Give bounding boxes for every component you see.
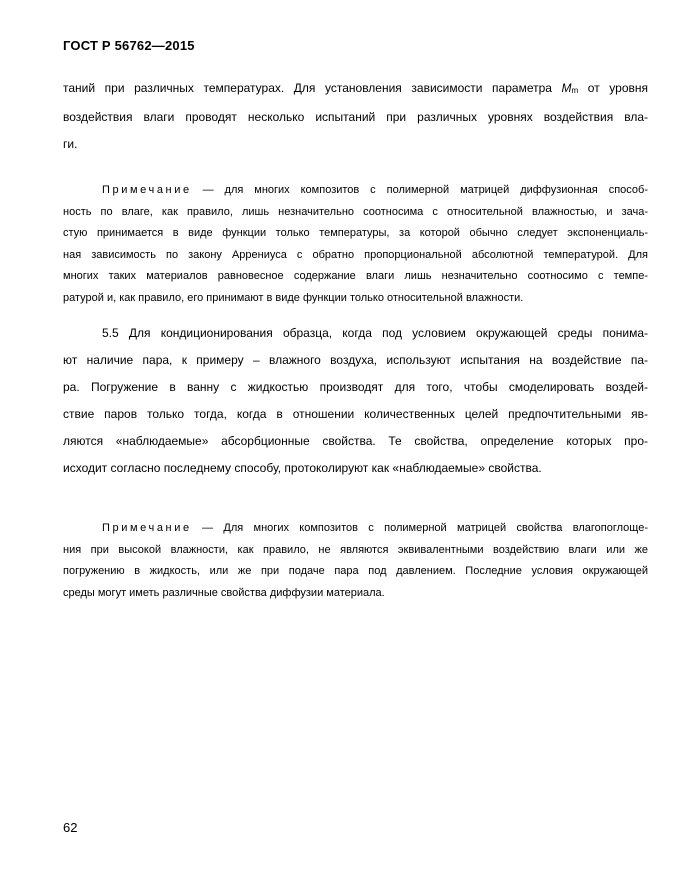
paragraph-line: таний при различных температурах. Для установления зависимости параметра Mm от уровня [63, 81, 648, 95]
document-header: ГОСТ Р 56762—2015 [63, 38, 195, 53]
paragraph-line: воздействия влаги проводят несколько испытаний при различных уровнях воздействия вла- [63, 110, 648, 124]
note-label: Примечание [102, 184, 192, 196]
paragraph-line: ра. Погружение в ванну с жидкостью производят для того, чтобы смоделировать воздей- [63, 380, 648, 394]
note-line: стую принимается в виде функции только температуры, за которой обычно следует экспоненциаль- [63, 227, 648, 240]
paragraph-line: ги. [63, 137, 78, 151]
note-line: ратурой и, как правило, его принимают в виде функции только относительной влажности. [63, 291, 524, 304]
paragraph-line: ствие паров только тогда, когда в отношении количественных целей предпочтительными яв- [63, 407, 648, 421]
note-line: среды могут иметь различные свойства диффузии материала. [63, 586, 385, 599]
section-5-5 [63, 320, 648, 482]
parameter-symbol: M [561, 81, 572, 95]
note-block-2 [63, 518, 648, 604]
parameter-subscript: m [571, 86, 579, 95]
paragraph-line: исходит согласно последнему способу, протоколируют как «наблюдаемые» свойства. [63, 461, 542, 475]
note-block-1 [63, 180, 648, 310]
note-line: погружению в жидкость, или же при подаче пара под давлением. Последние условия окружающей [63, 565, 648, 578]
paragraph-line: 5.5 Для кондиционирования образца, когда под условием окружающей среды понима- [102, 326, 648, 340]
note-label: Примечание [102, 522, 192, 534]
note-line: ния при высокой влажности, как правило, не являются эквивалентными воздействию влаги или же [63, 543, 648, 556]
paragraph-line: ляются «наблюдаемые» абсорбционные свойства. Те свойства, определение которых про- [63, 434, 648, 448]
paragraph-line: ют наличие пара, к примеру – влажного воздуха, используют испытания на воздействие па- [63, 353, 648, 367]
note-line: Примечание — для многих композитов с полимерной матрицей диффузионная способ- [102, 184, 648, 196]
paragraph-continuation [63, 75, 648, 158]
note-line: ная зависимость по закону Аррениуса с обратно пропорциональной абсолютной температурой. Для [63, 248, 648, 261]
note-line: ность по влаге, как правило, лишь незначительно соотносима с относительной влажностью, и зача- [63, 205, 648, 218]
note-line: Примечание — Для многих композитов с полимерной матрицей свойства влагопоглоще- [102, 522, 648, 534]
page-number: 62 [63, 820, 78, 835]
note-line: многих таких материалов равновесное содержание влаги лишь незначительно соотносимо с темпе- [63, 270, 648, 283]
